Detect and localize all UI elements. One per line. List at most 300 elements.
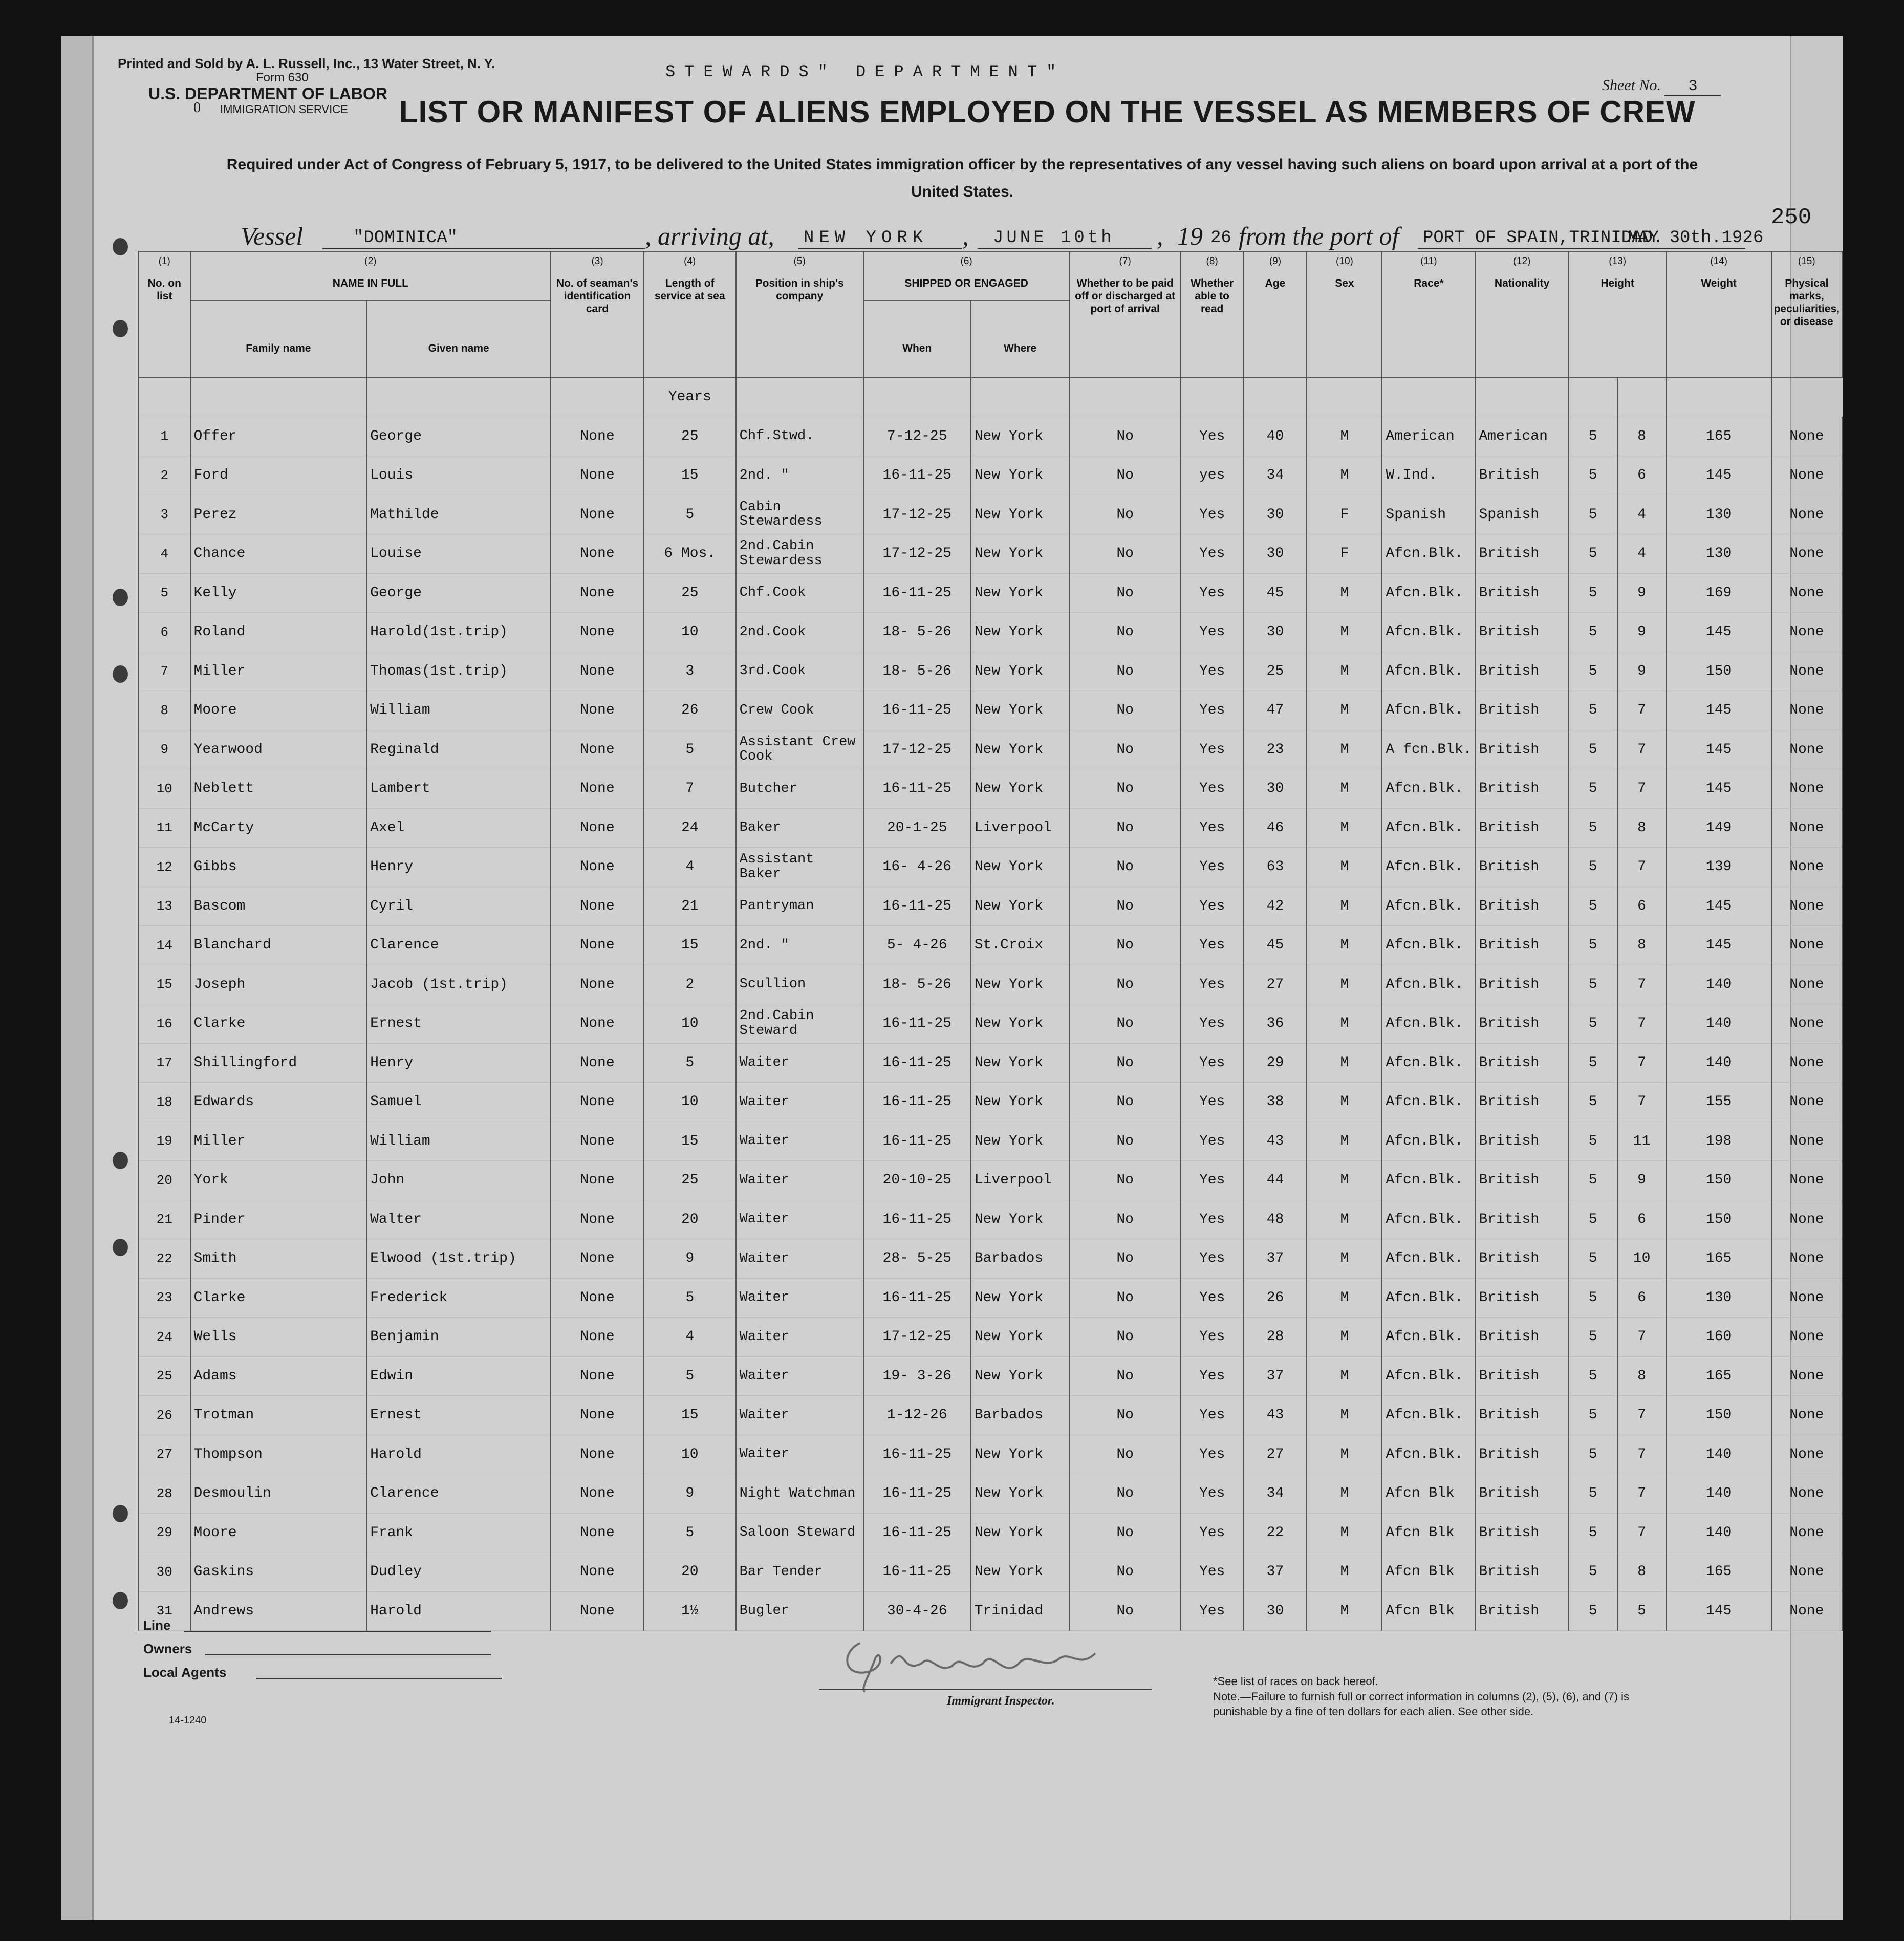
age: 26 [1243, 1278, 1307, 1318]
shipped-when: 18- 5-26 [863, 652, 971, 691]
height-inches: 8 [1617, 926, 1667, 965]
height-feet: 5 [1569, 1356, 1617, 1396]
weight: 198 [1667, 1122, 1771, 1161]
footer-labels [143, 1617, 226, 1688]
service-length: 25 [644, 417, 736, 456]
service-length: 6 Mos. [644, 534, 736, 574]
row-number: 24 [139, 1318, 190, 1357]
department-name: U.S. DEPARTMENT OF LABOR [148, 84, 387, 103]
col-family-name-header: Family name [190, 300, 367, 377]
paid-off: No [1070, 1396, 1181, 1435]
family-name: Clarke [190, 1278, 367, 1318]
given-name: Lambert [366, 769, 551, 809]
page-subtitle: Required under Act of Congress of February 5, 1917, to be delivered to the United States immigration officer by the representatives of any vessel having such aliens on board upon arrival at a port of the United States. [226, 156, 1698, 200]
shipped-when: 18- 5-26 [863, 965, 971, 1004]
height-inches: 7 [1617, 1513, 1667, 1552]
table-row [139, 495, 1842, 534]
race: Afcn.Blk. [1382, 1122, 1475, 1161]
position: Chf.Cook [736, 573, 863, 613]
race: Afcn Blk [1382, 1552, 1475, 1592]
shipped-when: 16- 4-26 [863, 848, 971, 887]
arrival-date: JUNE 10th [993, 228, 1115, 248]
table-row [139, 652, 1842, 691]
weight: 140 [1667, 1513, 1771, 1552]
sex: M [1307, 1552, 1382, 1592]
col-weight-header: (14) Weight [1667, 251, 1771, 377]
shipped-when: 16-11-25 [863, 573, 971, 613]
table-row [139, 926, 1842, 965]
nationality: British [1475, 1396, 1568, 1435]
height-feet: 5 [1569, 1474, 1617, 1514]
age: 37 [1243, 1356, 1307, 1396]
nationality: British [1475, 456, 1568, 495]
sex: M [1307, 1356, 1382, 1396]
service-length: 10 [644, 1004, 736, 1044]
vessel-label: Vessel [241, 222, 304, 250]
shipped-where: New York [971, 1278, 1070, 1318]
shipped-when: 16-11-25 [863, 769, 971, 809]
paid-off: No [1070, 1161, 1181, 1200]
height-feet: 5 [1569, 1396, 1617, 1435]
family-name: York [190, 1161, 367, 1200]
seaman-card: None [551, 652, 644, 691]
sex: M [1307, 1161, 1382, 1200]
nationality: British [1475, 965, 1568, 1004]
seaman-card: None [551, 1513, 644, 1552]
age: 38 [1243, 1083, 1307, 1122]
able-to-read: Yes [1181, 1318, 1244, 1357]
service-length: 4 [644, 1318, 736, 1357]
sex: M [1307, 1474, 1382, 1514]
physical-marks: None [1771, 965, 1842, 1004]
family-name: Miller [190, 652, 367, 691]
race: W.Ind. [1382, 456, 1475, 495]
table-row [139, 1278, 1842, 1318]
age: 45 [1243, 926, 1307, 965]
nationality: British [1475, 1552, 1568, 1592]
vessel-line: Vessel "DOMINICA" , arriving at, NEW YORK , JUNE 10th , 19 26 from the port of PORT OF SPAIN,TRINIDAD. MAY 30th.1926 [241, 222, 1764, 250]
shipped-when: 16-11-25 [863, 1474, 971, 1514]
age: 28 [1243, 1318, 1307, 1357]
age: 43 [1243, 1396, 1307, 1435]
height-feet: 5 [1569, 808, 1617, 848]
height-feet: 5 [1569, 848, 1617, 887]
position: Waiter [736, 1396, 863, 1435]
shipped-when: 16-11-25 [863, 1435, 971, 1474]
position: Waiter [736, 1435, 863, 1474]
shipped-where: New York [971, 1513, 1070, 1552]
binder-hole [113, 238, 128, 255]
sex: M [1307, 1200, 1382, 1239]
able-to-read: Yes [1181, 1083, 1244, 1122]
nationality: British [1475, 1004, 1568, 1044]
race: A fcn.Blk. [1382, 730, 1475, 769]
binder-hole [113, 1152, 128, 1169]
able-to-read: Yes [1181, 1278, 1244, 1318]
given-name: Ernest [366, 1396, 551, 1435]
nationality: British [1475, 926, 1568, 965]
seaman-card: None [551, 495, 644, 534]
year-label: 19 [1177, 222, 1203, 250]
able-to-read: Yes [1181, 652, 1244, 691]
height-feet: 5 [1569, 1043, 1617, 1083]
row-number: 14 [139, 926, 190, 965]
able-to-read: Yes [1181, 417, 1244, 456]
height-inches: 8 [1617, 1356, 1667, 1396]
family-name: Clarke [190, 1004, 367, 1044]
able-to-read: Yes [1181, 1396, 1244, 1435]
able-to-read: Yes [1181, 1122, 1244, 1161]
row-number: 18 [139, 1083, 190, 1122]
nationality: British [1475, 652, 1568, 691]
table-row [139, 1552, 1842, 1592]
service-length: 5 [644, 1043, 736, 1083]
height-feet: 5 [1569, 926, 1617, 965]
physical-marks: None [1771, 1474, 1842, 1514]
table-row [139, 965, 1842, 1004]
height-inches: 6 [1617, 1200, 1667, 1239]
given-name: Harold(1st.trip) [366, 613, 551, 652]
nationality: British [1475, 1474, 1568, 1514]
sex: M [1307, 1239, 1382, 1279]
physical-marks: None [1771, 808, 1842, 848]
row-number: 2 [139, 456, 190, 495]
height-inches: 7 [1617, 1318, 1667, 1357]
shipped-when: 17-12-25 [863, 495, 971, 534]
nationality: British [1475, 1435, 1568, 1474]
age: 34 [1243, 1474, 1307, 1514]
age: 27 [1243, 965, 1307, 1004]
height-feet: 5 [1569, 534, 1617, 574]
table-row [139, 808, 1842, 848]
row-number: 25 [139, 1356, 190, 1396]
family-name: Offer [190, 417, 367, 456]
row-number: 6 [139, 613, 190, 652]
paid-off: No [1070, 1552, 1181, 1592]
position: Waiter [736, 1161, 863, 1200]
shipped-when: 30-4-26 [863, 1591, 971, 1631]
height-inches: 8 [1617, 417, 1667, 456]
shipped-where: New York [971, 1552, 1070, 1592]
given-name: Samuel [366, 1083, 551, 1122]
weight: 145 [1667, 613, 1771, 652]
age: 47 [1243, 691, 1307, 730]
col-where-header: Where [971, 300, 1070, 377]
table-row [139, 1200, 1842, 1239]
service-length: 24 [644, 808, 736, 848]
family-name: Ford [190, 456, 367, 495]
height-feet: 5 [1569, 1122, 1617, 1161]
height-feet: 5 [1569, 965, 1617, 1004]
race: Afcn.Blk. [1382, 1356, 1475, 1396]
sex: M [1307, 1083, 1382, 1122]
age: 30 [1243, 534, 1307, 574]
race: Afcn.Blk. [1382, 848, 1475, 887]
position: Assistant Crew Cook [736, 730, 863, 769]
race: Afcn Blk [1382, 1474, 1475, 1514]
physical-marks: None [1771, 1396, 1842, 1435]
sex: M [1307, 1043, 1382, 1083]
paid-off: No [1070, 1435, 1181, 1474]
age: 23 [1243, 730, 1307, 769]
physical-marks: None [1771, 691, 1842, 730]
position: Waiter [736, 1122, 863, 1161]
sex: M [1307, 1004, 1382, 1044]
service-length: 7 [644, 769, 736, 809]
binding-spine [61, 36, 94, 1920]
weight: 145 [1667, 730, 1771, 769]
physical-marks: None [1771, 1552, 1842, 1592]
from-port-label: from the port of [1239, 222, 1399, 250]
weight: 150 [1667, 1396, 1771, 1435]
col-given-name-header: Given name [366, 300, 551, 377]
table-row [139, 769, 1842, 809]
able-to-read: Yes [1181, 1435, 1244, 1474]
paid-off: No [1070, 1043, 1181, 1083]
vessel-name: "DOMINICA" [353, 228, 458, 248]
position: Assistant Baker [736, 848, 863, 887]
seaman-card: None [551, 1435, 644, 1474]
table-row [139, 1239, 1842, 1279]
position: Butcher [736, 769, 863, 809]
printer-line: Printed and Sold by A. L. Russell, Inc., 13 Water Street, N. Y. [118, 56, 495, 71]
physical-marks: None [1771, 534, 1842, 574]
physical-marks: None [1771, 456, 1842, 495]
service-length: 25 [644, 573, 736, 613]
table-row [139, 1318, 1842, 1357]
weight: 145 [1667, 456, 1771, 495]
binder-hole [113, 1239, 128, 1256]
age: 44 [1243, 1161, 1307, 1200]
weight: 130 [1667, 495, 1771, 534]
seaman-card: None [551, 1278, 644, 1318]
shipped-where: Liverpool [971, 1161, 1070, 1200]
able-to-read: Yes [1181, 1474, 1244, 1514]
race: Afcn.Blk. [1382, 769, 1475, 809]
able-to-read: Yes [1181, 534, 1244, 574]
family-name: Kelly [190, 573, 367, 613]
family-name: Neblett [190, 769, 367, 809]
family-name: Miller [190, 1122, 367, 1161]
position: Waiter [736, 1356, 863, 1396]
shipped-where: Barbados [971, 1396, 1070, 1435]
paid-off: No [1070, 887, 1181, 926]
physical-marks: None [1771, 887, 1842, 926]
paid-off: No [1070, 495, 1181, 534]
row-number: 8 [139, 691, 190, 730]
seaman-card: None [551, 808, 644, 848]
shipped-where: New York [971, 456, 1070, 495]
seaman-card: None [551, 1200, 644, 1239]
height-inches: 6 [1617, 887, 1667, 926]
family-name: Pinder [190, 1200, 367, 1239]
physical-marks: None [1771, 1161, 1842, 1200]
shipped-when: 16-11-25 [863, 456, 971, 495]
height-feet: 5 [1569, 495, 1617, 534]
shipped-when: 1-12-26 [863, 1396, 971, 1435]
height-feet: 5 [1569, 730, 1617, 769]
races-note: *See list of races on back hereof. [1213, 1675, 1378, 1688]
family-name: Shillingford [190, 1043, 367, 1083]
seaman-card: None [551, 613, 644, 652]
shipped-when: 16-11-25 [863, 1552, 971, 1592]
given-name: Edwin [366, 1356, 551, 1396]
able-to-read: Yes [1181, 1239, 1244, 1279]
table-row [139, 534, 1842, 574]
able-to-read: Yes [1181, 808, 1244, 848]
table-row [139, 1122, 1842, 1161]
physical-marks: None [1771, 573, 1842, 613]
service-length: 26 [644, 691, 736, 730]
able-to-read: Yes [1181, 769, 1244, 809]
row-number: 20 [139, 1161, 190, 1200]
position: Chf.Stwd. [736, 417, 863, 456]
service-length: 20 [644, 1552, 736, 1592]
weight: 165 [1667, 1552, 1771, 1592]
table-row [139, 1396, 1842, 1435]
nationality: British [1475, 1513, 1568, 1552]
col-height-header: (13) Height [1569, 251, 1667, 377]
shipped-where: New York [971, 1122, 1070, 1161]
height-inches: 7 [1617, 1396, 1667, 1435]
shipped-where: Trinidad [971, 1591, 1070, 1631]
table-row [139, 1083, 1842, 1122]
height-inches: 6 [1617, 456, 1667, 495]
given-name: Jacob (1st.trip) [366, 965, 551, 1004]
row-number: 27 [139, 1435, 190, 1474]
shipped-when: 20-10-25 [863, 1161, 971, 1200]
shipped-where: New York [971, 417, 1070, 456]
weight: 140 [1667, 1435, 1771, 1474]
given-name: Cyril [366, 887, 551, 926]
shipped-when: 16-11-25 [863, 1513, 971, 1552]
position: 2nd.Cabin Stewardess [736, 534, 863, 574]
nationality: British [1475, 1122, 1568, 1161]
arrival-port: NEW YORK [804, 228, 928, 248]
race: Afcn.Blk. [1382, 1396, 1475, 1435]
shipped-when: 16-11-25 [863, 887, 971, 926]
shipped-when: 16-11-25 [863, 1043, 971, 1083]
able-to-read: Yes [1181, 1004, 1244, 1044]
height-inches: 9 [1617, 1161, 1667, 1200]
shipped-where: New York [971, 730, 1070, 769]
paid-off: No [1070, 1239, 1181, 1279]
physical-marks: None [1771, 1043, 1842, 1083]
col-shipped-header: (6) SHIPPED OR ENGAGED [863, 251, 1070, 300]
physical-marks: None [1771, 1122, 1842, 1161]
row-number: 30 [139, 1552, 190, 1592]
height-inches: 7 [1617, 730, 1667, 769]
service-length: 10 [644, 613, 736, 652]
nationality: British [1475, 573, 1568, 613]
table-row [139, 848, 1842, 887]
sex: M [1307, 808, 1382, 848]
shipped-when: 16-11-25 [863, 1200, 971, 1239]
sex: F [1307, 495, 1382, 534]
position: Pantryman [736, 887, 863, 926]
able-to-read: Yes [1181, 730, 1244, 769]
line-label: Line [143, 1617, 171, 1633]
weight: 145 [1667, 769, 1771, 809]
family-name: Gaskins [190, 1552, 367, 1592]
sex: M [1307, 652, 1382, 691]
row-number: 3 [139, 495, 190, 534]
position: Waiter [736, 1043, 863, 1083]
height-inches: 9 [1617, 613, 1667, 652]
weight: 145 [1667, 691, 1771, 730]
shipped-where: New York [971, 613, 1070, 652]
shipped-when: 18- 5-26 [863, 613, 971, 652]
age: 43 [1243, 1122, 1307, 1161]
paid-off: No [1070, 1083, 1181, 1122]
age: 34 [1243, 456, 1307, 495]
weight: 145 [1667, 887, 1771, 926]
weight: 139 [1667, 848, 1771, 887]
sex: M [1307, 887, 1382, 926]
weight: 165 [1667, 1239, 1771, 1279]
family-name: Blanchard [190, 926, 367, 965]
service-length: 1½ [644, 1591, 736, 1631]
shipped-where: New York [971, 1200, 1070, 1239]
row-number: 16 [139, 1004, 190, 1044]
weight: 130 [1667, 1278, 1771, 1318]
page-title: LIST OR MANIFEST OF ALIENS EMPLOYED ON THE VESSEL AS MEMBERS OF CREW [399, 95, 1696, 129]
nationality: British [1475, 1043, 1568, 1083]
race: Afcn.Blk. [1382, 1004, 1475, 1044]
weight: 165 [1667, 417, 1771, 456]
paid-off: No [1070, 1278, 1181, 1318]
position: Crew Cook [736, 691, 863, 730]
service-length: 5 [644, 1278, 736, 1318]
given-name: Louise [366, 534, 551, 574]
paid-off: No [1070, 1474, 1181, 1514]
given-name: Louis [366, 456, 551, 495]
race: Afcn.Blk. [1382, 573, 1475, 613]
shipped-where: New York [971, 1435, 1070, 1474]
weight: 140 [1667, 1043, 1771, 1083]
binder-hole [113, 589, 128, 606]
service-length: 15 [644, 456, 736, 495]
sex: M [1307, 1591, 1382, 1631]
able-to-read: Yes [1181, 613, 1244, 652]
inspector-signature [829, 1623, 1116, 1697]
height-inches: 5 [1617, 1591, 1667, 1631]
family-name: Bascom [190, 887, 367, 926]
penalty-note: Note.—Failure to furnish full or correct information in columns (2), (5), (6), and (7) is punishable by a fine of ten dollars for each alien. See other side. [1213, 1690, 1630, 1718]
service-length: 15 [644, 926, 736, 965]
position: Waiter [736, 1083, 863, 1122]
able-to-read: Yes [1181, 848, 1244, 887]
binder-hole [113, 1505, 128, 1522]
given-name: Harold [366, 1435, 551, 1474]
shipped-where: New York [971, 1474, 1070, 1514]
able-to-read: Yes [1181, 1200, 1244, 1239]
shipped-where: New York [971, 887, 1070, 926]
binder-hole [113, 320, 128, 337]
weight: 150 [1667, 1200, 1771, 1239]
physical-marks: None [1771, 1356, 1842, 1396]
seaman-card: None [551, 534, 644, 574]
sex: M [1307, 456, 1382, 495]
shipped-where: New York [971, 848, 1070, 887]
race: Afcn.Blk. [1382, 1278, 1475, 1318]
seaman-card: None [551, 691, 644, 730]
position: Baker [736, 808, 863, 848]
service-length: 2 [644, 965, 736, 1004]
nationality: British [1475, 730, 1568, 769]
physical-marks: None [1771, 1278, 1842, 1318]
crew-rows [139, 377, 1842, 1631]
